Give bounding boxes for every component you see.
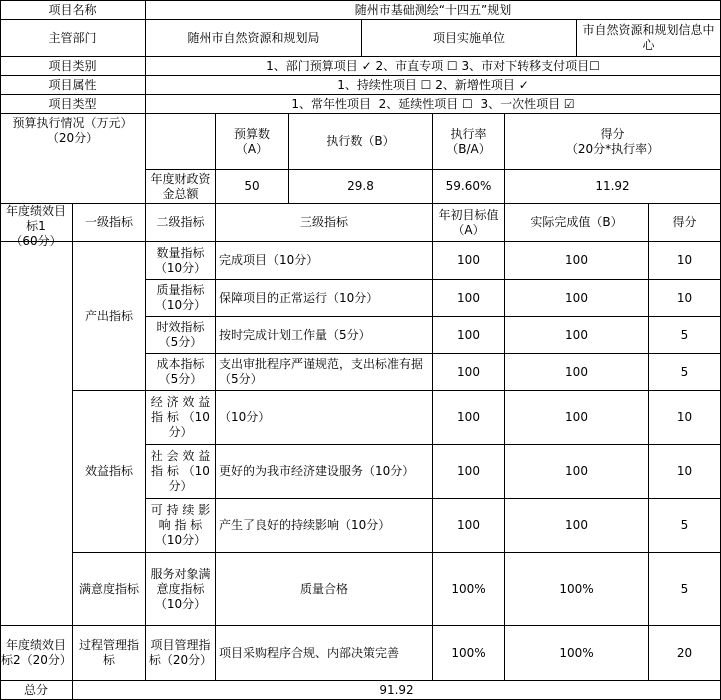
- project-category-value: 1、部门预算项目 ✓ 2、市直专项 ☐ 3、市对下转移支付项目☐: [266, 58, 600, 73]
- table-row-l2: 质量指标（10分）: [154, 283, 207, 312]
- output-indicator-label: 产出指标: [84, 308, 133, 323]
- table-row-actual: 100: [565, 253, 588, 267]
- table-row-l3: 按时完成计划工作量（5分）: [219, 327, 371, 342]
- table-row-target: 100: [457, 327, 480, 342]
- table-row-score: 10: [676, 464, 693, 478]
- project-type-label: 项目类型: [48, 96, 97, 111]
- table-row-actual: 100: [565, 518, 588, 532]
- table-row-l2: 数量指标（10分）: [154, 245, 207, 275]
- goal1-label: 年度绩效目标1 （60分）: [5, 204, 66, 248]
- total-score-value: 91.92: [379, 682, 414, 697]
- table-row-score: 10: [676, 253, 693, 267]
- project-name-label: 项目名称: [48, 2, 97, 17]
- implementing-unit-value: 市自然资源和规划信息中心: [582, 23, 715, 52]
- budget-value: 50: [244, 179, 260, 193]
- table-row-l2: 可 持 续 影 响 指 标 （10分）: [150, 503, 211, 547]
- table-row-score: 10: [676, 410, 693, 424]
- budget-header-executed: 执行数（B）: [326, 134, 395, 148]
- table-row-target: 100: [457, 518, 480, 532]
- executed-value: 29.8: [347, 179, 374, 193]
- implementing-unit-label: 项目实施单位: [432, 30, 505, 45]
- budget-header-rate: 执行率 （B/A）: [446, 126, 491, 156]
- table-row-target: 100: [457, 253, 480, 267]
- process-management-label: 过程管理指标: [78, 638, 139, 667]
- table-row-actual: 100: [565, 464, 588, 478]
- table-row-target: 100%: [451, 645, 486, 660]
- table-row-target: 100: [457, 464, 480, 478]
- department-value: 随州市自然资源和规划局: [187, 30, 320, 45]
- table-row-l3: 项目采购程序合规、内部决策完善: [219, 645, 400, 660]
- table-row-l2: 项目管理指标（20分）: [148, 638, 213, 667]
- header-score: 得分: [672, 215, 697, 229]
- budget-score-value: 11.92: [595, 179, 630, 193]
- table-row-actual: 100%: [559, 645, 594, 660]
- table-row-actual: 100%: [559, 581, 594, 596]
- budget-row-label: 年度财政资金总额: [150, 171, 211, 201]
- header-target: 年初目标值（A）: [438, 207, 499, 237]
- table-row-l2: 社 会 效 益 指 标 （10分）: [150, 449, 211, 493]
- table-row-target: 100%: [451, 581, 486, 596]
- project-attribute-label: 项目属性: [48, 77, 97, 92]
- table-row-l2: 时效指标（5分）: [156, 320, 205, 349]
- table-row-l3: 完成项目（10分）: [219, 253, 319, 267]
- table-row-l3: （10分）: [219, 410, 271, 424]
- table-row-score: 10: [676, 290, 693, 305]
- execution-rate-value: 59.60%: [445, 179, 492, 193]
- table-row-score: 5: [680, 327, 689, 342]
- table-row-l2: 经 济 效 益 指 标 （10分）: [150, 395, 211, 439]
- satisfaction-indicator-label: 满意度指标: [78, 581, 139, 596]
- table-row-target: 100: [457, 410, 480, 424]
- department-label: 主管部门: [48, 30, 97, 45]
- table-row-target: 100: [457, 290, 480, 305]
- header-level3: 三级指标: [299, 215, 348, 229]
- goal2-label: 年度绩效目标2（20分）: [1, 638, 72, 667]
- total-label: 总分: [23, 682, 48, 697]
- table-row-l3: 产生了良好的持续影响（10分）: [219, 518, 391, 532]
- table-row-l3: 保障项目的正常运行（10分）: [219, 290, 379, 305]
- budget-header-budget: 预算数 （A）: [233, 126, 270, 156]
- budget-header-score: 得分 （20分*执行率）: [565, 126, 660, 156]
- table-row-score: 5: [680, 581, 689, 596]
- project-category-label: 项目类别: [48, 58, 97, 73]
- benefit-indicator-label: 效益指标: [84, 464, 133, 478]
- table-row-l3: 质量合格: [299, 581, 348, 596]
- table-row-l2: 成本指标（5分）: [156, 357, 205, 386]
- header-level1: 一级指标: [84, 215, 133, 229]
- table-row-target: 100: [457, 364, 480, 379]
- table-row-l3: 更好的为我市经济建设服务（10分）: [219, 464, 415, 478]
- table-row-score: 20: [676, 645, 693, 660]
- table-row-actual: 100: [565, 327, 588, 342]
- table-row-actual: 100: [565, 364, 588, 379]
- table-row-l2: 服务对象满意度指标（10分）: [150, 566, 211, 611]
- table-row-actual: 100: [565, 290, 588, 305]
- project-attribute-value: 1、持续性项目 ☐ 2、新增性项目 ✓: [337, 77, 529, 92]
- table-row-score: 5: [680, 364, 689, 379]
- header-level2: 二级指标: [156, 215, 205, 229]
- project-type-value: 1、常年性项目 2、延续性项目 ☐ 3、一次性项目 ☑: [291, 96, 575, 111]
- budget-execution-label: 预算执行情况（万元） （20分）: [12, 116, 133, 145]
- table-row-actual: 100: [565, 410, 588, 424]
- header-actual: 实际完成值（B）: [530, 215, 623, 229]
- project-name-value: 随州市基础测绘“十四五”规划: [354, 2, 512, 17]
- table-row-score: 5: [680, 518, 689, 532]
- table-row-l3: 支出审批程序严谨规范，支出标准有据（5分）: [219, 357, 424, 386]
